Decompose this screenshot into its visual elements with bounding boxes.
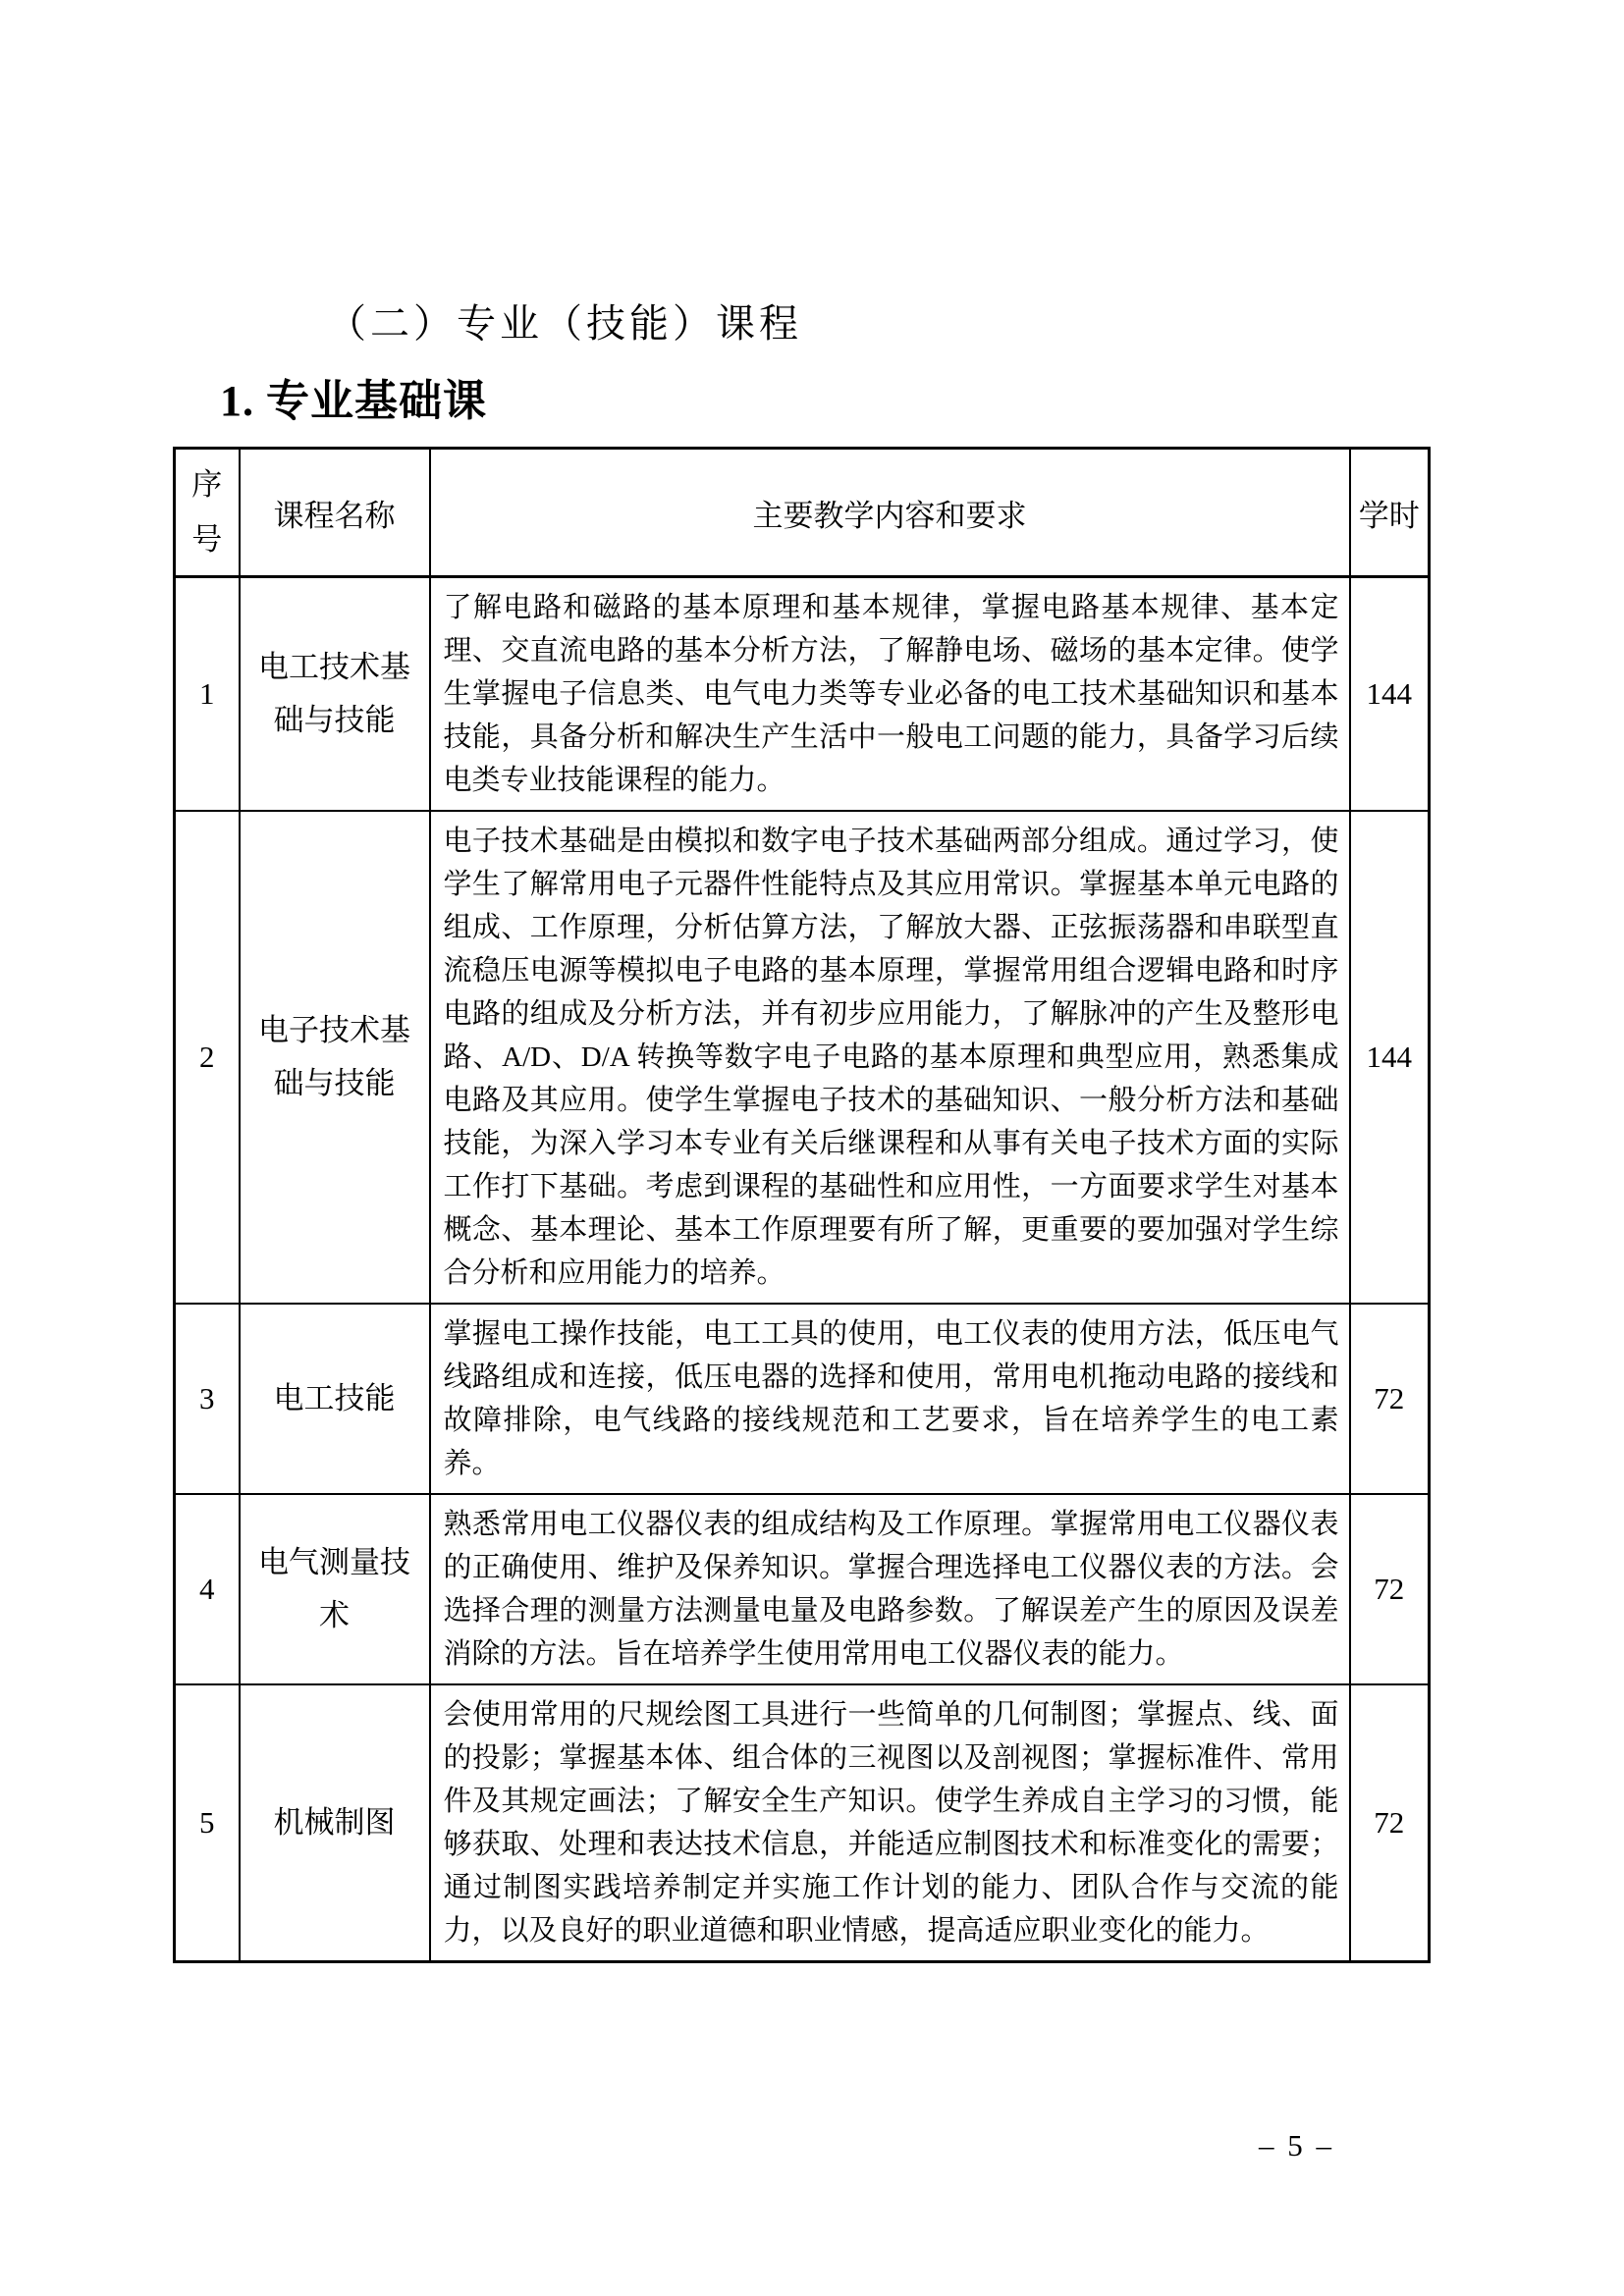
table-row	[175, 577, 1430, 812]
course-table	[173, 447, 1431, 1963]
table-row	[175, 1494, 1430, 1684]
course-name: 机械制图	[240, 1684, 430, 1962]
course-hours: 144	[1350, 811, 1430, 1304]
course-number: 3	[175, 1304, 240, 1494]
table-row	[175, 811, 1430, 1304]
course-content: 电子技术基础是由模拟和数字电子技术基础两部分组成。通过学习，使学生了解常用电子元器件性能特点及其应用常识。掌握基本单元电路的组成、工作原理，分析估算方法，了解放大器、正弦振荡器和串联型直流稳压电源等模拟电子电路的基本原理，掌握常用组合逻辑电路和时序电路的组成及分析方法，并有初步应用能力，了解脉冲的产生及整形电路、A/D、D/A 转换等数字电子电路的基本原理和典型应用，熟悉集成电路及其应用。使学生掌握电子技术的基础知识、一般分析方法和基础技能，为深入学习本专业有关后继课程和从事有关电子技术方面的实际工作打下基础。考虑到课程的基础性和应用性，一方面要求学生对基本概念、基本理论、基本工作原理要有所了解，更重要的要加强对学生综合分析和应用能力的培养。	[430, 811, 1350, 1304]
course-number: 1	[175, 577, 240, 812]
course-content: 熟悉常用电工仪器仪表的组成结构及工作原理。掌握常用电工仪器仪表的正确使用、维护及保养知识。掌握合理选择电工仪器仪表的方法。会选择合理的测量方法测量电量及电路参数。了解误差产生的原因及误差消除的方法。旨在培养学生使用常用电工仪器仪表的能力。	[430, 1494, 1350, 1684]
table-row	[175, 1304, 1430, 1494]
col-header-name: 课程名称	[240, 449, 430, 577]
course-name: 电工技术基础与技能	[240, 577, 430, 812]
col-header-content: 主要教学内容和要求	[430, 449, 1350, 577]
col-header-no-label: 序号	[191, 467, 223, 557]
course-number: 5	[175, 1684, 240, 1962]
section-title: （二）专业（技能）课程	[327, 301, 802, 346]
col-header-no	[175, 449, 240, 577]
course-hours: 72	[1350, 1304, 1430, 1494]
course-number: 4	[175, 1494, 240, 1684]
course-name: 电工技能	[240, 1304, 430, 1494]
course-content: 了解电路和磁路的基本原理和基本规律，掌握电路基本规律、基本定理、交直流电路的基本分析方法，了解静电场、磁场的基本定律。使学生掌握电子信息类、电气电力类等专业必备的电工技术基础知识和基本技能，具备分析和解决生产生活中一般电工问题的能力，具备学习后续电类专业技能课程的能力。	[430, 577, 1350, 812]
table-row	[175, 1684, 1430, 1962]
course-hours: 144	[1350, 577, 1430, 812]
course-name: 电气测量技术	[240, 1494, 430, 1684]
course-content: 会使用常用的尺规绘图工具进行一些简单的几何制图；掌握点、线、面的投影；掌握基本体、组合体的三视图以及剖视图；掌握标准件、常用件及其规定画法；了解安全生产知识。使学生养成自主学习的习惯，能够获取、处理和表达技术信息，并能适应制图技术和标准变化的需要；通过制图实践培养制定并实施工作计划的能力、团队合作与交流的能力，以及良好的职业道德和职业情感，提高适应职业变化的能力。	[430, 1684, 1350, 1962]
page-number: – 5 –	[1259, 2128, 1334, 2163]
course-number: 2	[175, 811, 240, 1304]
course-name: 电子技术基础与技能	[240, 811, 430, 1304]
subsection-title: 1. 专业基础课	[220, 377, 487, 425]
header-row	[175, 449, 1430, 577]
course-content: 掌握电工操作技能，电工工具的使用，电工仪表的使用方法，低压电气线路组成和连接，低压电器的选择和使用，常用电机拖动电路的接线和故障排除，电气线路的接线规范和工艺要求，旨在培养学生的电工素养。	[430, 1304, 1350, 1494]
course-hours: 72	[1350, 1684, 1430, 1962]
course-hours: 72	[1350, 1494, 1430, 1684]
col-header-hours: 学时	[1350, 449, 1430, 577]
